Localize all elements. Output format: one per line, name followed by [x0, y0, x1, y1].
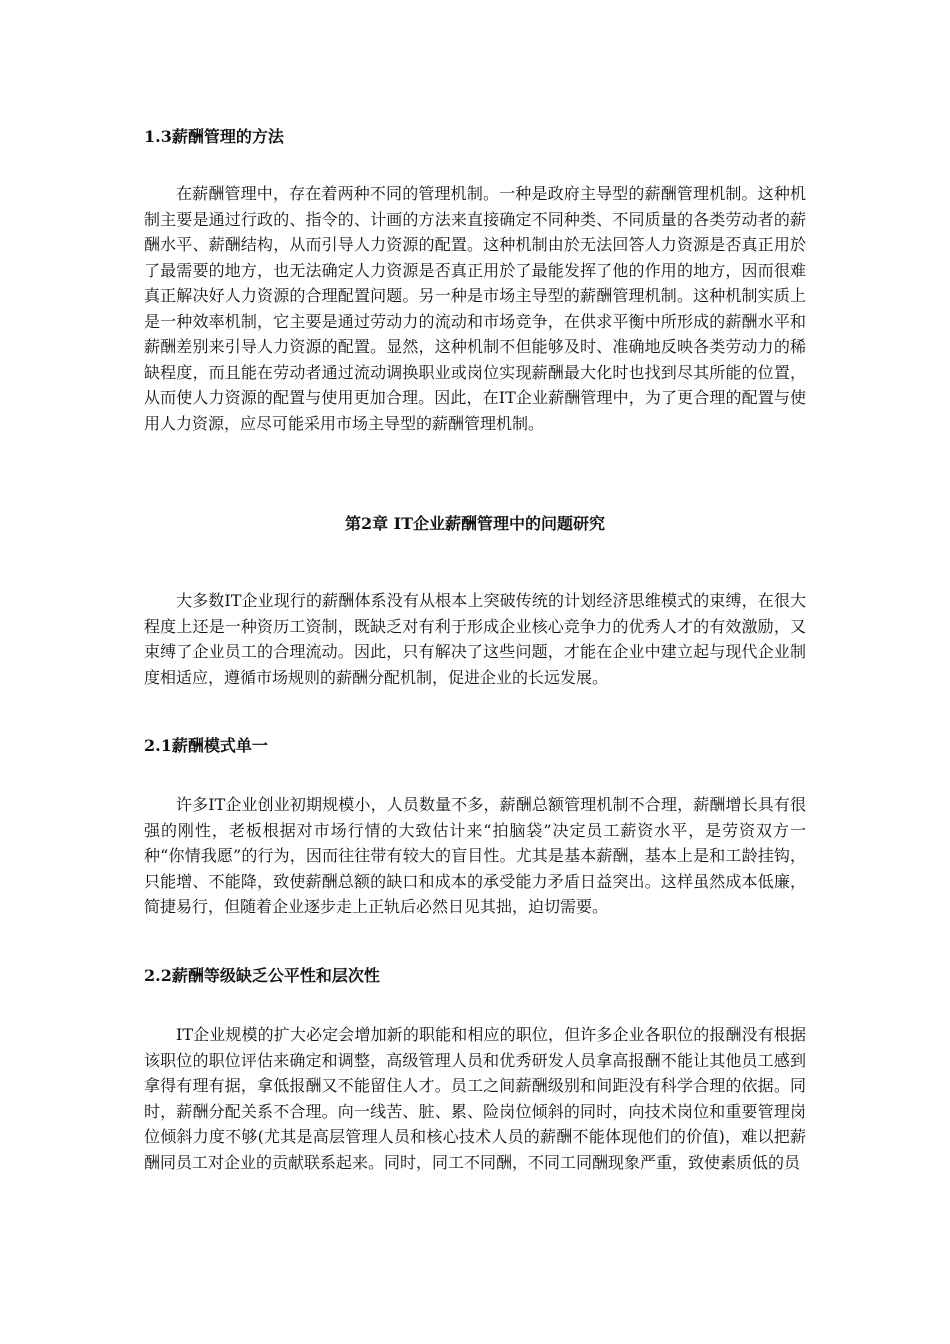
section-heading-2-1: 2.1薪酬模式单一 — [144, 736, 268, 755]
section-heading-1-3: 1.3薪酬管理的方法 — [144, 127, 284, 146]
paragraph-chapter-2-intro: 大多数IT企业现行的薪酬体系没有从根本上突破传统的计划经济思维模式的束缚，在很大程度上还是一种资历工资制，既缺乏对有利于形成企业核心竞争力的优秀人才的有效激励，又束缚了企业员工的合理流动。因此，只有解决了这些问题，才能在企业中建立起与现代企业制度相适应，遵循市场规则的薪酬分配机制，促进企业的长远发展。 — [144, 591, 806, 687]
paragraph-salary-methods: 在薪酬管理中，存在着两种不同的管理机制。一种是政府主导型的薪酬管理机制。这种机制主要是通过行政的、指令的、计画的方法来直接确定不同种类、不同质量的各类劳动者的薪酬水平、薪酬结构，从而引导人力资源的配置。这种机制由於无法回答人力资源是否真正用於了最需要的地方，也无法确定人力资源是否真正用於了最能发挥了他的作用的地方，因而很难真正解决好人力资源的合理配置问题。另一种是市场主导型的薪酬管理机制。这种机制实质上是一种效率机制，它主要是通过劳动力的流动和市场竞争，在供求平衡中所形成的薪酬水平和薪酬差别来引导人力资源的配置。显然，这种机制不但能够及时、准确地反映各类劳动力的稀缺程度，而且能在劳动者通过流动调换职业或岗位实现薪酬最大化时也找到尽其所能的位置，从而使人力资源的配置与使用更加合理。因此，在IT企业薪酬管理中，为了更合理的配置与使用人力资源，应尽可能采用市场主导型的薪酬管理机制。 — [144, 184, 806, 433]
paragraph-salary-grade-fairness: IT企业规模的扩大必定会增加新的职能和相应的职位，但许多企业各职位的报酬没有根据该职位的职位评估来确定和调整，高级管理人员和优秀研发人员拿高报酬不能让其他员工感到拿得有理有据，拿低报酬又不能留住人才。员工之间薪酬级别和间距没有科学合理的依据。同时，薪酬分配关系不合理。向一线苦、脏、累、险岗位倾斜的同时，向技术岗位和重要管理岗位倾斜力度不够(尤其是高层管理人员和核心技术人员的薪酬不能体现他们的价值)，难以把薪酬同员工对企业的贡献联系起来。同时，同工不同酬，不同工同酬现象严重，致使素质低的员 — [144, 1025, 806, 1172]
section-heading-2-2: 2.2薪酬等级缺乏公平性和层次性 — [144, 966, 380, 985]
paragraph-single-salary-mode: 许多IT企业创业初期规模小，人员数量不多，薪酬总额管理机制不合理，薪酬增长具有很强的刚性，老板根据对市场行情的大致估计来“拍脑袋”决定员工薪资水平，是劳资双方一种“你情我愿”的行为，因而往往带有较大的盲目性。尤其是基本薪酬，基本上是和工龄挂钩，只能增、不能降，致使薪酬总额的缺口和成本的承受能力矛盾日益突出。这样虽然成本低廉，简捷易行，但随着企业逐步走上正轨后必然日见其拙，迫切需要。 — [144, 795, 806, 916]
chapter-title-2: 第2章 IT企业薪酬管理中的问题研究 — [344, 514, 606, 533]
